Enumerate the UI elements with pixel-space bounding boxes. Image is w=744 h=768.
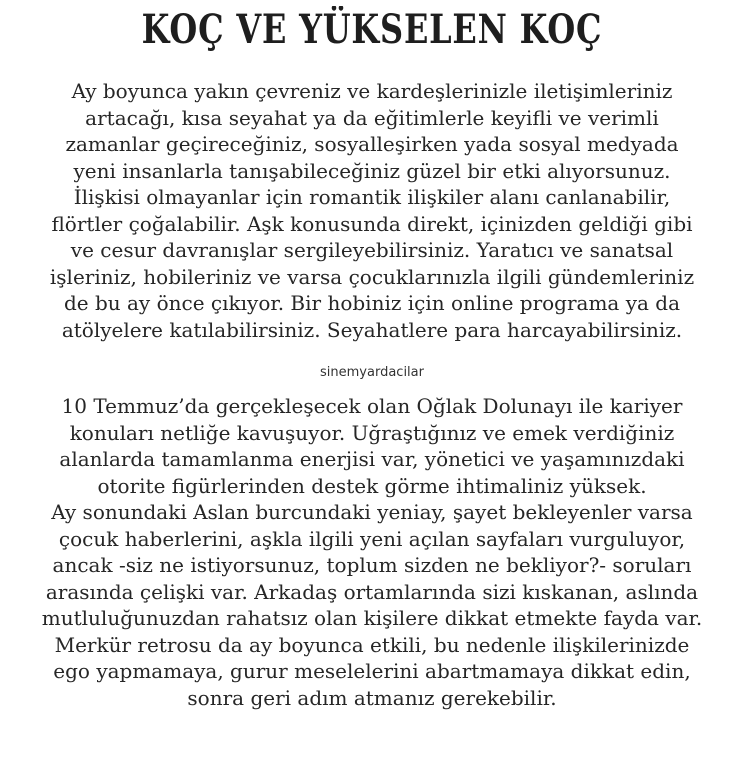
text-line: alanlarda tamamlanma enerjisi var, yönetici ve yaşamınızdaki xyxy=(59,447,685,471)
text-line: zamanlar geçireceğiniz, sosyalleşirken yada sosyal medyada xyxy=(65,132,679,156)
page-title: KOÇ VE YÜKSELEN KOÇ xyxy=(141,6,603,53)
text-line: ego yapmamaya, gurur meselelerini abartmamaya dikkat edin, xyxy=(53,659,691,683)
text-line: Merkür retrosu da ay boyunca etkili, bu nedenle ilişkilerinizde xyxy=(54,632,690,657)
text-line: İlişkisi olmayanlar için romantik ilişkiler alanı canlanabilir, xyxy=(73,185,671,209)
text-line: artacağı, kısa seyahat ya da eğitimlerle keyifli ve verimli xyxy=(85,105,659,130)
text-line: otorite figürlerinden destek görme ihtimaliniz yüksek. xyxy=(97,473,647,498)
text-line: flörtler çoğalabilir. Aşk konusunda direkt, içinizden geldiği gibi xyxy=(51,211,693,236)
text-line: mutluluğunuzdan rahatsız olan kişilere dikkat etmekte fayda var. xyxy=(41,606,703,630)
paragraph-2 xyxy=(0,393,744,711)
text-line: sonra geri adım atmanız gerekebilir. xyxy=(187,685,557,710)
text-line: konuları netliğe kavuşuyor. Uğraştığınız ve emek verdiğiniz xyxy=(69,420,675,445)
text-line: de bu ay önce çıkıyor. Bir hobiniz için online programa ya da xyxy=(63,291,681,315)
text-line: ve cesur davranışlar sergileyebilirsiniz. Yaratıcı ve sanatsal xyxy=(70,238,674,262)
text-line: arasında çelişki var. Arkadaş ortamlarında sizi kıskanan, aslında xyxy=(45,579,699,604)
text-line: Ay boyunca yakın çevreniz ve kardeşlerinizle iletişimleriniz xyxy=(71,79,673,103)
text-line: çocuk haberlerini, aşkla ilgili yeni açılan sayfaları vurguluyor, xyxy=(58,526,686,551)
text-line: Ay sonundaki Aslan burcundaki yeniay, şayet bekleyenler varsa xyxy=(51,500,693,524)
text-line: 10 Temmuz’da gerçekleşecek olan Oğlak Dolunayı ile kariyer xyxy=(61,394,683,418)
text-line: işleriniz, hobileriniz ve varsa çocuklarınızla ilgili gündemleriniz xyxy=(49,264,695,289)
text-line: ancak -siz ne istiyorsunuz, toplum sizden ne bekliyor?- soruları xyxy=(52,553,692,577)
text-line: yeni insanlarla tanışabileceğiniz güzel bir etki alıyorsunuz. xyxy=(73,158,671,183)
watermark: sinemyardacilar xyxy=(320,365,424,380)
paragraph-1 xyxy=(0,78,744,343)
text-line: atölyelere katılabilirsiniz. Seyahatlere para harcayabilirsiniz. xyxy=(61,317,683,342)
